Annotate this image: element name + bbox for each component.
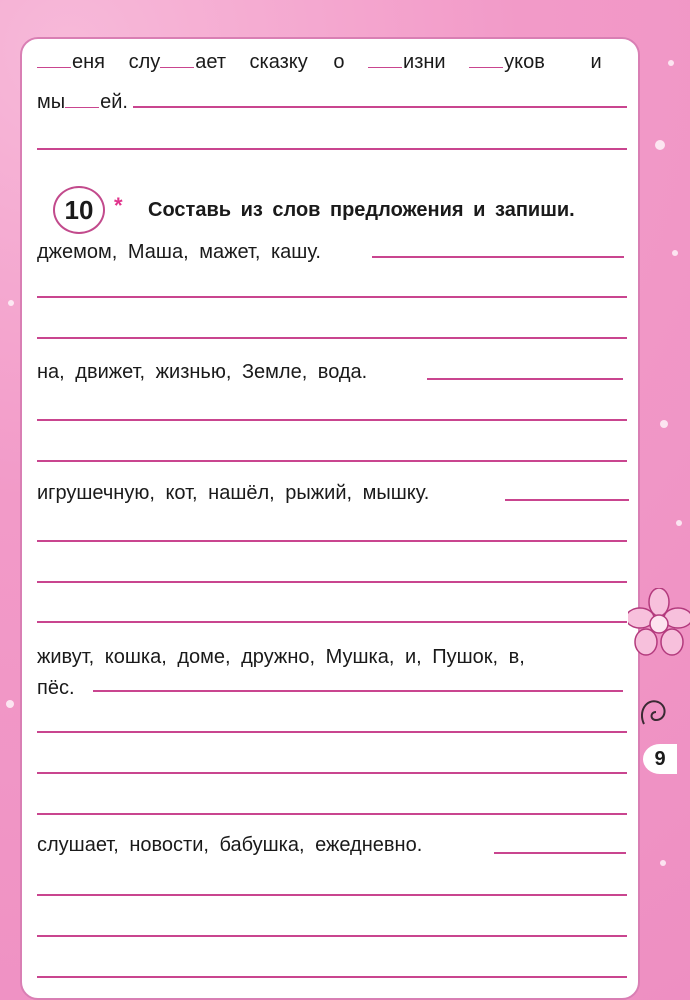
word-group: джемом, Маша, мажет, кашу.: [37, 241, 321, 263]
word-fragment: еня: [72, 51, 105, 73]
writing-line[interactable]: [93, 690, 623, 692]
writing-line[interactable]: [505, 499, 629, 501]
writing-line[interactable]: [37, 540, 627, 542]
exercise-line-1: [37, 50, 602, 74]
task-number: 10: [64, 194, 94, 225]
word-group: на, движет, жизнью, Земле, вода.: [37, 361, 368, 383]
word-fragment: уков: [504, 51, 545, 73]
word-fragment: мы: [37, 91, 66, 113]
blank-space: [368, 67, 402, 68]
flower-icon: [628, 588, 690, 658]
page-number: 9: [643, 744, 677, 774]
blank-space: [469, 67, 503, 68]
writing-line[interactable]: [427, 378, 623, 380]
word-group: живут, кошка, доме, дружно, Мушка, и, Пушок, в,: [37, 646, 525, 668]
writing-line[interactable]: [37, 148, 627, 150]
writing-line[interactable]: [37, 935, 627, 937]
blank-space: [65, 107, 99, 108]
writing-line[interactable]: [37, 813, 627, 815]
word-group: слушает, новости, бабушка, ежедневно.: [37, 834, 423, 856]
swirl-icon: [636, 694, 690, 734]
word-group-continued: пёс.: [37, 677, 75, 699]
word: сказку: [249, 51, 308, 73]
writing-line[interactable]: [37, 296, 627, 298]
writing-line[interactable]: [37, 460, 627, 462]
word-fragment: изни: [403, 51, 446, 73]
writing-line[interactable]: [494, 852, 626, 854]
writing-line[interactable]: [37, 976, 627, 978]
word-fragment: ей.: [100, 91, 128, 113]
task-instruction: Составь из слов предложения и запиши.: [148, 199, 575, 221]
writing-line[interactable]: [37, 419, 627, 421]
writing-line[interactable]: [37, 337, 627, 339]
writing-line[interactable]: [37, 731, 627, 733]
blank-space: [37, 67, 71, 68]
task-number-badge: [53, 186, 105, 234]
word: и: [590, 51, 602, 73]
writing-line[interactable]: [37, 894, 627, 896]
word-group: игрушечную, кот, нашёл, рыжий, мышку.: [37, 482, 430, 504]
writing-line[interactable]: [37, 621, 627, 623]
writing-line[interactable]: [133, 106, 627, 108]
word-fragment: ает: [195, 51, 226, 73]
star-icon: *: [114, 193, 123, 218]
blank-space: [160, 67, 194, 68]
exercise-line-2: [37, 90, 128, 114]
word: о: [333, 51, 345, 73]
word-fragment: слу: [128, 51, 161, 73]
writing-line[interactable]: [37, 772, 627, 774]
writing-line[interactable]: [372, 256, 624, 258]
writing-line[interactable]: [37, 581, 627, 583]
